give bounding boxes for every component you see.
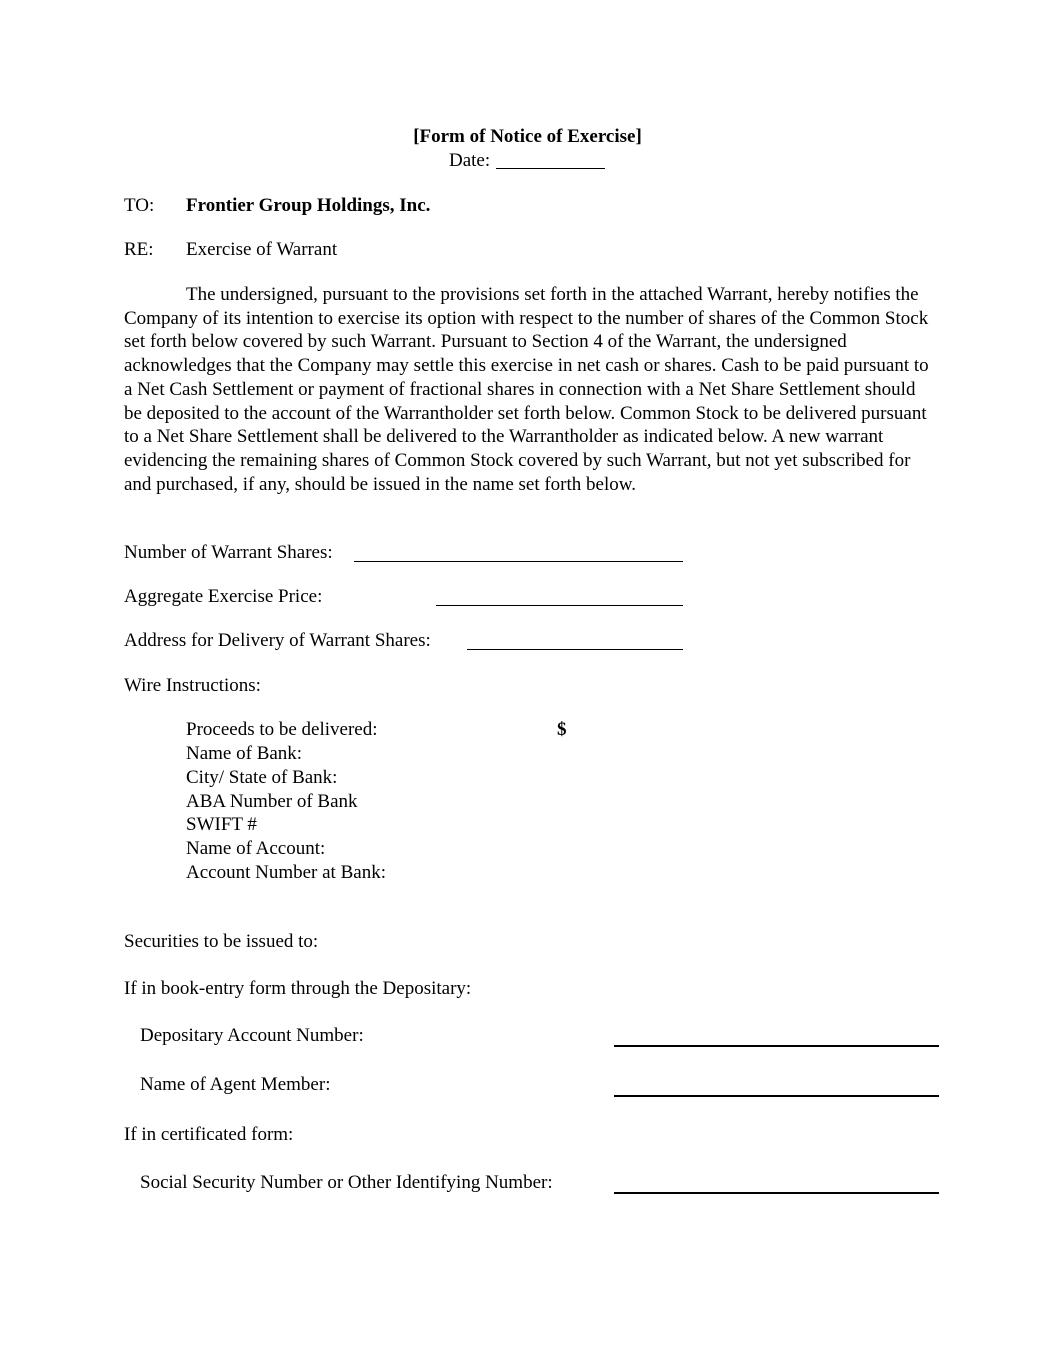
re-subject: Exercise of Warrant — [186, 239, 338, 260]
dollar-sign: $ — [557, 719, 567, 740]
aggregate-exercise-price-label: Aggregate Exercise Price: — [124, 586, 323, 607]
wire-item: SWIFT # — [186, 814, 257, 835]
address-for-delivery-line[interactable] — [467, 649, 683, 650]
re-label: RE: — [124, 239, 154, 260]
date-label: Date: — [449, 150, 491, 171]
depositary-account-number-label: Depositary Account Number: — [140, 1025, 364, 1046]
depositary-account-number-line[interactable] — [614, 1045, 939, 1047]
wire-instructions-heading: Wire Instructions: — [124, 675, 261, 696]
date-field-line[interactable] — [496, 168, 605, 169]
wire-item: City/ State of Bank: — [186, 767, 338, 788]
body-paragraph — [124, 283, 934, 496]
agent-member-label: Name of Agent Member: — [140, 1074, 331, 1095]
aggregate-exercise-price-line[interactable] — [436, 605, 683, 606]
address-for-delivery-label: Address for Delivery of Warrant Shares: — [124, 630, 431, 651]
to-company-name: Frontier Group Holdings, Inc. — [186, 195, 431, 216]
book-entry-heading: If in book-entry form through the Depositary: — [124, 978, 472, 999]
certificated-heading: If in certificated form: — [124, 1124, 294, 1145]
wire-item: Account Number at Bank: — [186, 862, 386, 883]
wire-item: ABA Number of Bank — [186, 791, 358, 812]
securities-heading: Securities to be issued to: — [124, 931, 319, 952]
wire-item: Name of Account: — [186, 838, 326, 859]
wire-item: Name of Bank: — [186, 743, 303, 764]
ssn-label: Social Security Number or Other Identifying Number: — [140, 1172, 553, 1193]
ssn-line[interactable] — [614, 1192, 939, 1194]
form-title: [Form of Notice of Exercise] — [413, 126, 642, 147]
wire-item: Proceeds to be delivered: — [186, 719, 378, 740]
to-label: TO: — [124, 195, 155, 216]
body-paragraph-text: The undersigned, pursuant to the provisions set forth in the attached Warrant, hereby notifies the Company of its intention to exercise its option with respect to the number of shares of the Common Stock set forth below covered by such Warrant. Pursuant to Section 4 of the Warrant, the undersigned acknowledges that the Company may settle this exercise in net cash or shares. Cash to be paid pursuant to a Net Cash Settlement or payment of fractional shares in connection with a Net Share Settlement should be deposited to the account of the Warrantholder set forth below. Common Stock to be delivered pursuant to a Net Share Settlement shall be delivered to the Warrantholder as indicated below. A new warrant evidencing the remaining shares of Common Stock covered by such Warrant, but not yet subscribed for and purchased, if any, should be issued in the name set forth below. — [124, 284, 929, 495]
number-of-warrant-shares-label: Number of Warrant Shares: — [124, 542, 333, 563]
number-of-warrant-shares-line[interactable] — [354, 561, 683, 562]
agent-member-line[interactable] — [614, 1095, 939, 1097]
